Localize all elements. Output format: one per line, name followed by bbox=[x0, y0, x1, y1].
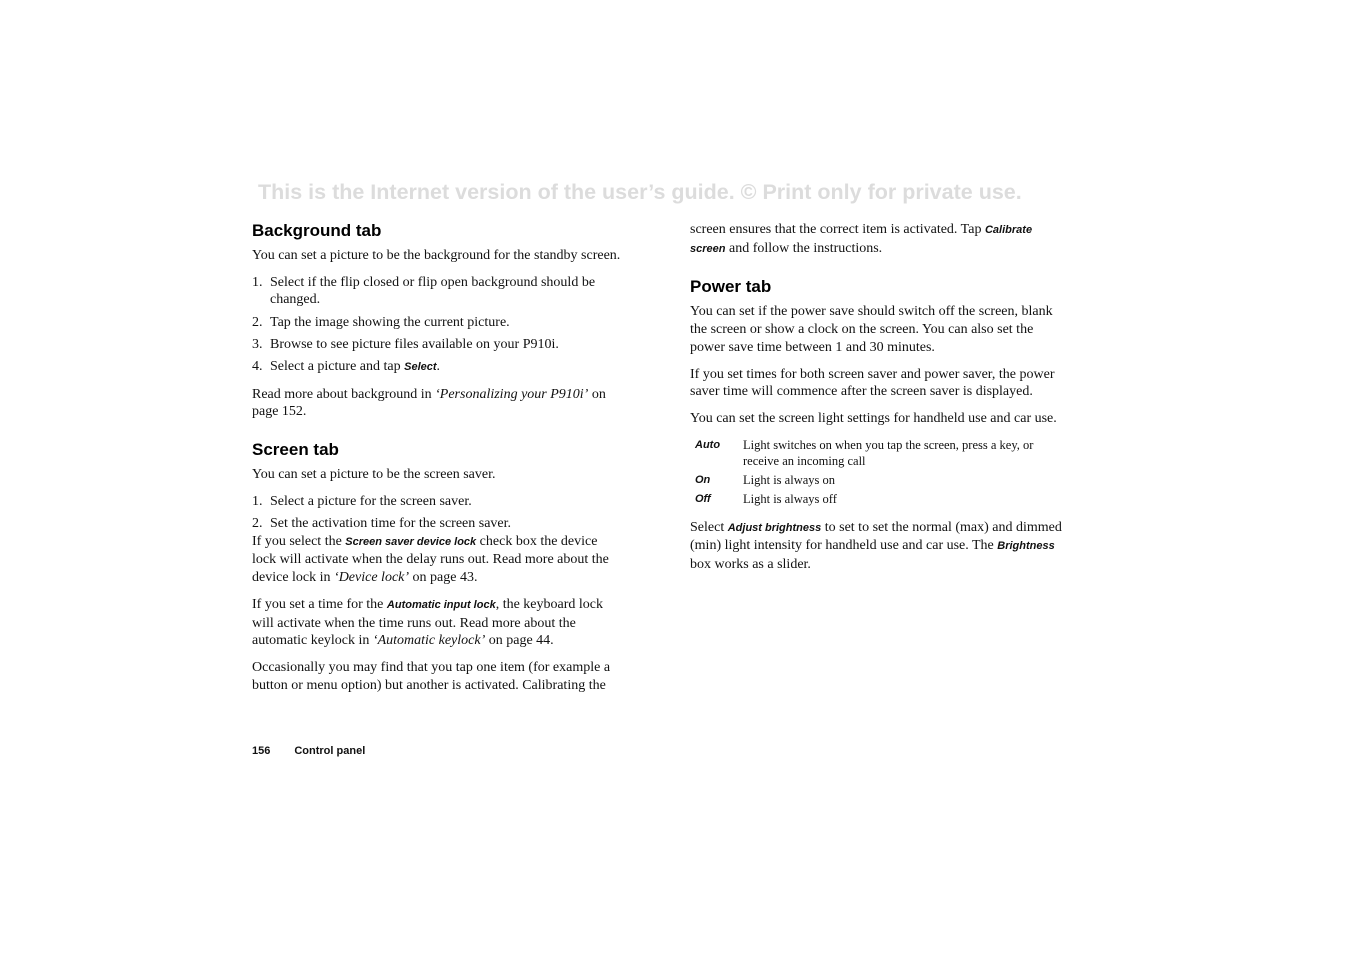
list-item: 1. Select a picture for the screen saver. bbox=[252, 493, 472, 509]
table-row bbox=[690, 437, 1062, 469]
ui-term-screen: screen bbox=[690, 242, 726, 255]
light-desc: Light is always off bbox=[743, 491, 837, 506]
calibration-continued: screen ensures that the correct item is activated. Tap Calibrate screen and follow the instructions. bbox=[690, 222, 1033, 256]
cross-reference: ‘Automatic keylock’ bbox=[372, 633, 486, 649]
adjust-brightness-paragraph: Select Adjust brightness to set to set the normal (max) and dimmed (min) light intensity for handheld use and car use. The Brightness box works as a slider. bbox=[690, 519, 1062, 573]
list-item: 2. Tap the image showing the current picture. bbox=[252, 314, 510, 330]
power-paragraph-3: You can set the screen light settings for handheld use and car use. bbox=[690, 410, 1057, 426]
power-paragraph-2: If you set times for both screen saver and power saver, the power saver time will commence after the screen saver is displayed. bbox=[690, 366, 1055, 400]
light-desc: Light is always on bbox=[743, 472, 836, 487]
light-settings-table bbox=[690, 437, 1062, 507]
light-term-auto: Auto bbox=[695, 438, 721, 451]
cross-reference: ‘Device lock’ bbox=[334, 570, 410, 586]
ui-term-automatic-input-lock: Automatic input lock bbox=[386, 598, 496, 611]
screen-intro: You can set a picture to be the screen saver. bbox=[252, 467, 496, 483]
table-row bbox=[690, 472, 1062, 488]
ui-term-adjust-brightness: Adjust brightness bbox=[727, 521, 822, 534]
section-name: Control panel bbox=[294, 745, 366, 757]
light-term-on: On bbox=[695, 473, 711, 486]
list-item: 3. Browse to see picture files available on your P910i. bbox=[252, 336, 559, 352]
power-paragraph-1: You can set if the power save should switch off the screen, blank the screen or show a clock on the screen. You can also set the power save time between 1 and 30 minutes. bbox=[690, 304, 1053, 355]
background-tab-heading: Background tab bbox=[252, 221, 382, 240]
screen-steps bbox=[252, 493, 624, 533]
screen-tab-heading: Screen tab bbox=[252, 440, 339, 460]
list-item: 2. Set the activation time for the screen saver. bbox=[252, 516, 512, 532]
left-column bbox=[252, 221, 624, 694]
light-term-off: Off bbox=[695, 492, 711, 505]
calibration-paragraph: Occasionally you may find that you tap one item (for example a button or menu option) but another is activated. Calibrating the bbox=[252, 659, 611, 693]
right-column bbox=[690, 221, 1062, 583]
table-row bbox=[690, 491, 1062, 507]
watermark-text: This is the Internet version of the user’s guide. © Print only for private use. bbox=[258, 180, 1022, 204]
ui-term-select: Select bbox=[404, 361, 437, 374]
power-tab-heading: Power tab bbox=[690, 277, 772, 297]
page-number: 156 bbox=[252, 745, 271, 757]
light-desc: Light switches on when you tap the screen, press a key, or receive an incoming call bbox=[743, 437, 1034, 468]
ui-term-brightness: Brightness bbox=[997, 540, 1055, 553]
background-readmore: Read more about background in ‘Personalizing your P910i’ on page 152. bbox=[252, 386, 606, 420]
keylock-paragraph: If you set a time for the Automatic input lock, the keyboard lock will activate when the time runs out. Read more about the automatic keylock in ‘Automatic keylock’ on page 44. bbox=[252, 596, 603, 649]
ui-term-screen-saver-device-lock: Screen saver device lock bbox=[345, 535, 477, 548]
background-intro: You can set a picture to be the background for the standby screen. bbox=[252, 248, 621, 263]
list-item: 4. Select a picture and tap Select. bbox=[252, 359, 441, 375]
ui-term-calibrate: Calibrate bbox=[984, 224, 1033, 236]
page-footer bbox=[252, 745, 389, 757]
list-item: 1. Select if the flip closed or flip open background should be changed. bbox=[252, 274, 596, 308]
background-steps bbox=[252, 274, 624, 377]
cross-reference: ‘Personalizing your P910i’ bbox=[435, 386, 589, 402]
device-lock-paragraph: If you select the Screen saver device lock check box the device lock will activate when the delay runs out. Read more about the device lock in ‘Device lock’ on page 43. bbox=[252, 533, 609, 586]
